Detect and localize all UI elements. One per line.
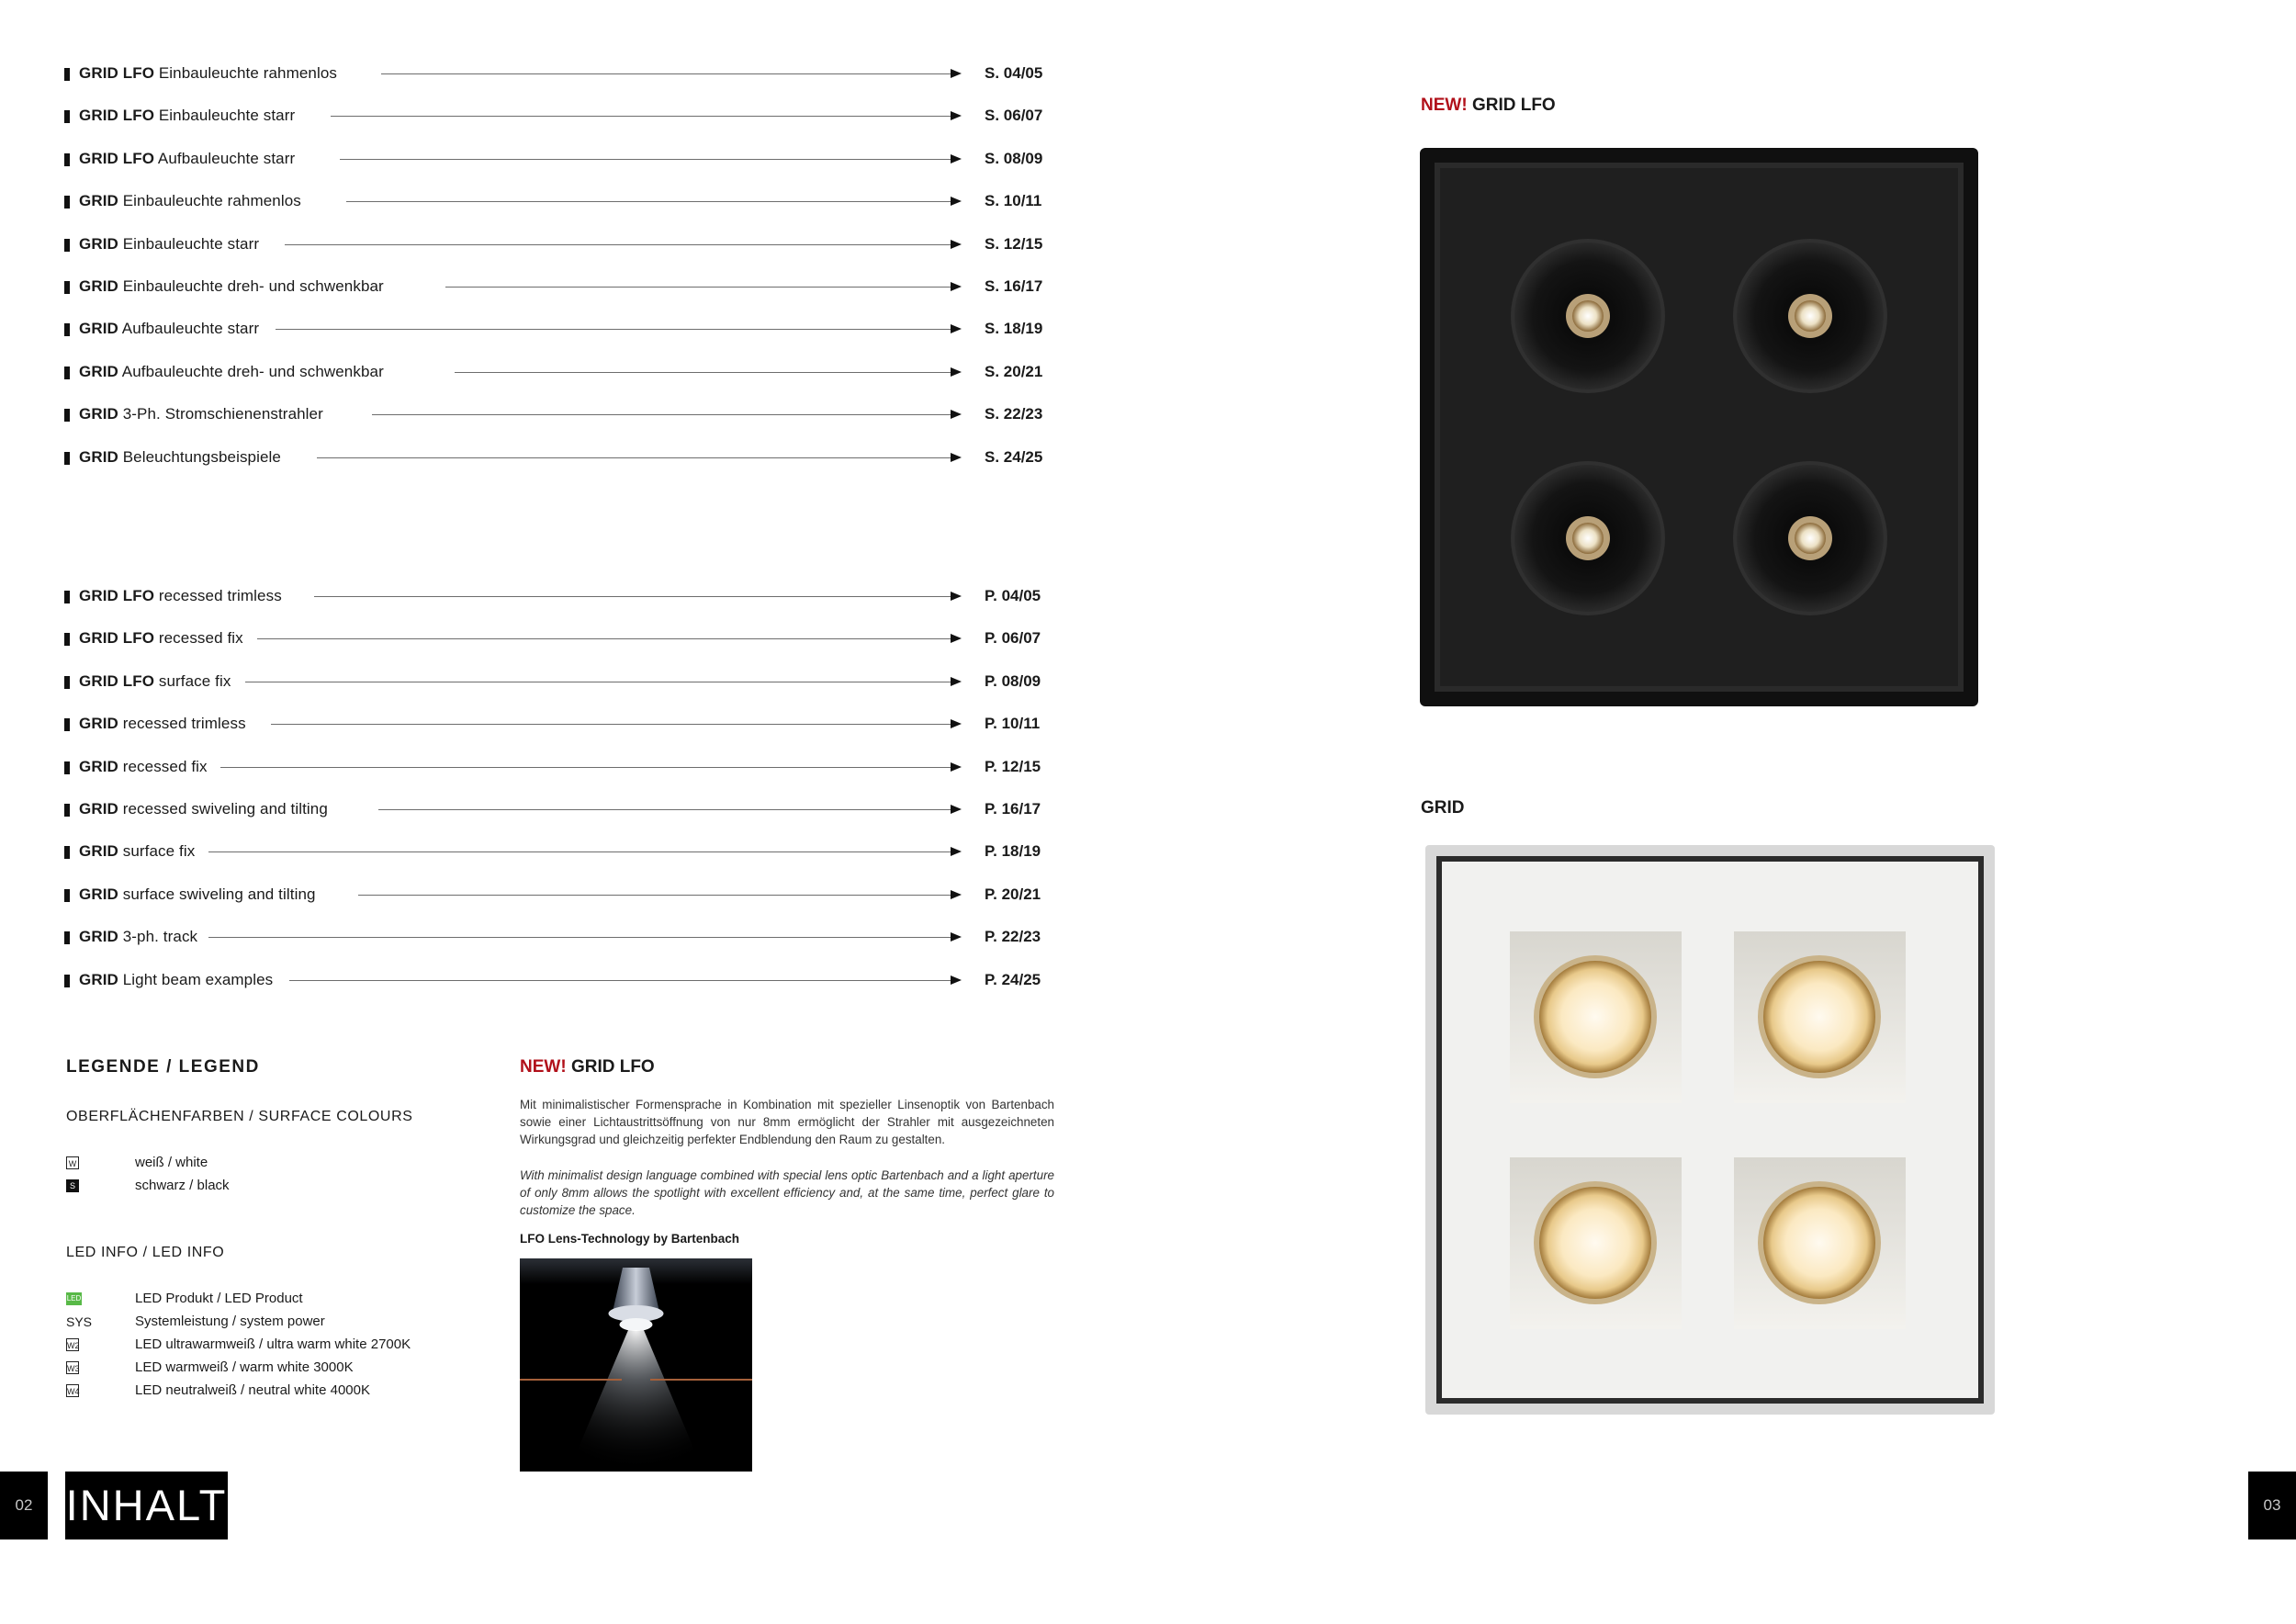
toc-page-ref: S. 18/19	[985, 320, 1043, 338]
toc-entry-label	[79, 273, 384, 300]
toc-page-ref: P. 24/25	[985, 970, 1041, 988]
toc-page-ref: S. 12/15	[985, 234, 1043, 253]
toc-page-ref: S. 16/17	[985, 277, 1043, 295]
section-title: INHALT	[65, 1472, 228, 1539]
legend-item-w2	[66, 1336, 507, 1357]
toc-row[interactable]	[64, 315, 1056, 343]
page-number-right: 03	[2248, 1472, 2296, 1539]
led-product-icon: LED	[66, 1292, 82, 1305]
surface-colours-heading: OBERFLÄCHENFARBEN / SURFACE COLOURS	[66, 1109, 413, 1124]
toc-entry-text: surface swiveling and tilting	[122, 885, 316, 903]
toc-entry-label	[79, 923, 197, 951]
bullet-marker-icon	[64, 931, 70, 944]
toc-entry-text: Einbauleuchte starr	[158, 107, 296, 125]
legend-item-w4	[66, 1382, 507, 1403]
toc-page-ref: P. 20/21	[985, 885, 1041, 903]
toc-entry-text: recessed fix	[158, 629, 243, 648]
toc-entry-text: surface fix	[158, 671, 231, 690]
toc-row[interactable]	[64, 710, 1056, 738]
toc-page-ref: S. 24/25	[985, 447, 1043, 466]
toc-product-name: GRID	[79, 715, 118, 733]
legend-item-w3	[66, 1359, 507, 1380]
toc-entry-text: Aufbauleuchte starr	[157, 149, 296, 167]
toc-row[interactable]	[64, 444, 1056, 471]
bullet-marker-icon	[64, 239, 70, 252]
legend-text: LED Produkt / LED Product	[135, 1291, 303, 1306]
toc-row[interactable]	[64, 923, 1056, 951]
toc-entry-text: Einbauleuchte starr	[122, 234, 260, 253]
page-number-left: 02	[0, 1472, 48, 1539]
toc-entry-label	[79, 753, 208, 781]
legend-title: LEGENDE / LEGEND	[66, 1057, 260, 1077]
toc-page-ref: P. 22/23	[985, 928, 1041, 946]
toc-arrow-line	[289, 980, 960, 981]
bullet-marker-icon	[64, 633, 70, 646]
legend-text: LED warmweiß / warm white 3000K	[135, 1359, 354, 1375]
toc-entry-text: 3-Ph. Stromschienenstrahler	[122, 405, 323, 423]
bullet-marker-icon	[64, 196, 70, 209]
toc-page-ref: P. 16/17	[985, 800, 1041, 818]
bullet-marker-icon	[64, 975, 70, 987]
toc-page-ref: S. 04/05	[985, 64, 1043, 82]
toc-product-name: GRID	[79, 192, 118, 210]
toc-entry-text: Light beam examples	[122, 970, 274, 988]
toc-row[interactable]	[64, 582, 1056, 610]
toc-entry-label	[79, 145, 295, 173]
toc-product-name: GRID	[79, 320, 118, 338]
toc-row[interactable]	[64, 102, 1056, 130]
toc-page-ref: S. 10/11	[985, 192, 1042, 210]
toc-page-ref: S. 06/07	[985, 107, 1043, 125]
toc-arrow-line	[271, 724, 960, 725]
toc-entry-label	[79, 358, 384, 386]
toc-product-name: GRID LFO	[79, 629, 155, 648]
toc-arrow-line	[358, 895, 960, 896]
toc-entry-label	[79, 231, 259, 258]
toc-arrow-line	[317, 457, 960, 458]
toc-entry-label	[79, 625, 243, 652]
toc-arrow-line	[276, 329, 960, 330]
toc-row[interactable]	[64, 795, 1056, 823]
bullet-marker-icon	[64, 804, 70, 817]
toc-row[interactable]	[64, 145, 1056, 173]
toc-product-name: GRID	[79, 928, 118, 946]
toc-arrow-line	[381, 73, 960, 74]
toc-entry-label	[79, 400, 323, 428]
lens-beam-image	[520, 1258, 752, 1472]
toc-product-name: GRID	[79, 277, 118, 295]
toc-arrow-line	[208, 851, 960, 852]
toc-row[interactable]	[64, 231, 1056, 258]
toc-entry-label	[79, 838, 195, 865]
toc-entry-label	[79, 444, 281, 471]
toc-entry-label	[79, 881, 316, 908]
feature-description-de: Mit minimalistischer Formensprache in Kombination mit spezieller Linsenoptik von Bartenbach sowie einer Lichtaustrittsöffnung von nur 8mm ermöglicht der Strahler mit ausgezeichneten Wirkungsgrad und gleichzeitig perfekter Endblendung den Raum zu gestalten.	[520, 1098, 1054, 1146]
toc-row[interactable]	[64, 625, 1056, 652]
toc-product-name: GRID LFO	[79, 587, 155, 604]
toc-arrow-line	[257, 638, 960, 639]
product-name: GRID LFO	[1471, 96, 1556, 115]
legend-item-sys	[66, 1314, 507, 1334]
toc-arrow-line	[220, 767, 960, 768]
toc-entry-text: 3-ph. track	[122, 928, 198, 946]
toc-product-name: GRID	[79, 757, 118, 775]
toc-arrow-line	[314, 596, 960, 597]
toc-entry-text: Aufbauleuchte starr	[121, 320, 260, 338]
toc-entry-text: surface fix	[122, 842, 196, 861]
black-surface-icon: S	[66, 1179, 79, 1192]
product-title-lfo	[1421, 96, 1556, 116]
legend-item-black	[66, 1178, 507, 1198]
grid-product-image	[1425, 845, 1995, 1415]
toc-arrow-line	[372, 414, 960, 415]
toc-entry-label	[79, 102, 295, 130]
legend-text: weiß / white	[135, 1155, 208, 1170]
toc-row[interactable]	[64, 60, 1056, 87]
toc-entry-label	[79, 582, 282, 610]
toc-entry-text: recessed trimless	[158, 587, 282, 604]
toc-arrow-line	[208, 937, 960, 938]
w4-icon: W4	[66, 1384, 79, 1397]
bullet-marker-icon	[64, 846, 70, 859]
toc-arrow-line	[346, 201, 960, 202]
toc-entry-label	[79, 966, 273, 994]
toc-arrow-line	[445, 287, 960, 288]
bullet-marker-icon	[64, 718, 70, 731]
toc-entry-label	[79, 60, 337, 87]
toc-product-name: GRID	[79, 405, 118, 423]
toc-row[interactable]	[64, 358, 1056, 386]
toc-entry-text: recessed swiveling and tilting	[122, 800, 328, 818]
toc-product-name: GRID	[79, 885, 118, 903]
legend-item-led	[66, 1291, 507, 1311]
legend-text: LED ultrawarmweiß / ultra warm white 2700K	[135, 1336, 411, 1352]
toc-product-name: GRID LFO	[79, 64, 155, 82]
legend-text: LED neutralweiß / neutral white 4000K	[135, 1382, 370, 1398]
bullet-marker-icon	[64, 761, 70, 774]
toc-page-ref: P. 12/15	[985, 757, 1041, 775]
toc-entry-text: recessed trimless	[122, 715, 246, 733]
toc-page-ref: P. 10/11	[985, 715, 1041, 733]
system-power-label: SYS	[66, 1314, 93, 1329]
toc-arrow-line	[285, 244, 960, 245]
toc-product-name: GRID	[79, 842, 118, 861]
led-info-heading: LED INFO / LED INFO	[66, 1245, 225, 1260]
new-badge: NEW!	[520, 1057, 567, 1077]
toc-german	[64, 60, 1056, 482]
bullet-marker-icon	[64, 889, 70, 902]
toc-product-name: GRID	[79, 800, 118, 818]
toc-arrow-line	[340, 159, 960, 160]
toc-entry-text: Beleuchtungsbeispiele	[122, 447, 281, 466]
toc-entry-label	[79, 315, 259, 343]
toc-english	[64, 582, 1056, 1005]
white-surface-icon: W	[66, 1156, 79, 1169]
product-title-grid: GRID	[1421, 798, 1465, 818]
toc-row[interactable]	[64, 187, 1056, 215]
toc-row[interactable]	[64, 400, 1056, 428]
toc-product-name: GRID LFO	[79, 107, 155, 125]
toc-entry-label	[79, 710, 246, 738]
w2-icon: W2	[66, 1338, 79, 1351]
feature-title	[520, 1057, 655, 1077]
toc-entry-text: recessed fix	[122, 757, 208, 775]
lens-technology-title: LFO Lens-Technology by Bartenbach	[520, 1232, 740, 1246]
bullet-marker-icon	[64, 323, 70, 336]
bullet-marker-icon	[64, 153, 70, 166]
bullet-marker-icon	[64, 409, 70, 422]
new-badge: NEW!	[1421, 96, 1468, 115]
bullet-marker-icon	[64, 367, 70, 379]
toc-row[interactable]	[64, 753, 1056, 781]
toc-row[interactable]	[64, 881, 1056, 908]
toc-entry-text: Einbauleuchte dreh- und schwenkbar	[122, 277, 384, 295]
toc-product-name: GRID	[79, 970, 118, 988]
toc-row[interactable]	[64, 668, 1056, 695]
toc-entry-label	[79, 668, 231, 695]
grid-lfo-product-image	[1420, 148, 1978, 706]
bullet-marker-icon	[64, 591, 70, 603]
bullet-marker-icon	[64, 68, 70, 81]
bullet-marker-icon	[64, 110, 70, 123]
toc-page-ref: S. 22/23	[985, 405, 1043, 423]
toc-product-name: GRID	[79, 362, 118, 380]
toc-page-ref: P. 18/19	[985, 842, 1041, 861]
toc-row[interactable]	[64, 966, 1056, 994]
bullet-marker-icon	[64, 281, 70, 294]
toc-product-name: GRID LFO	[79, 671, 155, 690]
toc-row[interactable]	[64, 838, 1056, 865]
toc-product-name: GRID	[79, 447, 118, 466]
toc-product-name: GRID	[79, 234, 118, 253]
feature-description-en: With minimalist design language combined with special lens optic Bartenbach and a light aperture of only 8mm allows the spotlight with excellent efficiency and, at the same time, perfect glare to customize the space.	[520, 1168, 1054, 1217]
w3-icon: W3	[66, 1361, 79, 1374]
toc-page-ref: S. 20/21	[985, 362, 1043, 380]
toc-entry-text: Einbauleuchte rahmenlos	[122, 192, 301, 210]
toc-arrow-line	[455, 372, 960, 373]
legend-item-white	[66, 1155, 507, 1175]
toc-page-ref: P. 06/07	[985, 629, 1041, 648]
toc-arrow-line	[331, 116, 960, 117]
toc-entry-label	[79, 187, 301, 215]
toc-product-name: GRID LFO	[79, 149, 155, 167]
toc-page-ref: P. 04/05	[985, 587, 1041, 604]
toc-page-ref: P. 08/09	[985, 671, 1041, 690]
toc-entry-text: Aufbauleuchte dreh- und schwenkbar	[121, 362, 384, 380]
toc-page-ref: S. 08/09	[985, 149, 1043, 167]
toc-row[interactable]	[64, 273, 1056, 300]
toc-entry-text: Einbauleuchte rahmenlos	[158, 64, 337, 82]
bullet-marker-icon	[64, 676, 70, 689]
bullet-marker-icon	[64, 452, 70, 465]
toc-entry-label	[79, 795, 328, 823]
toc-arrow-line	[378, 809, 960, 810]
feature-name: GRID LFO	[570, 1057, 655, 1077]
legend-text: Systemleistung / system power	[135, 1314, 325, 1329]
legend-text: schwarz / black	[135, 1178, 230, 1193]
